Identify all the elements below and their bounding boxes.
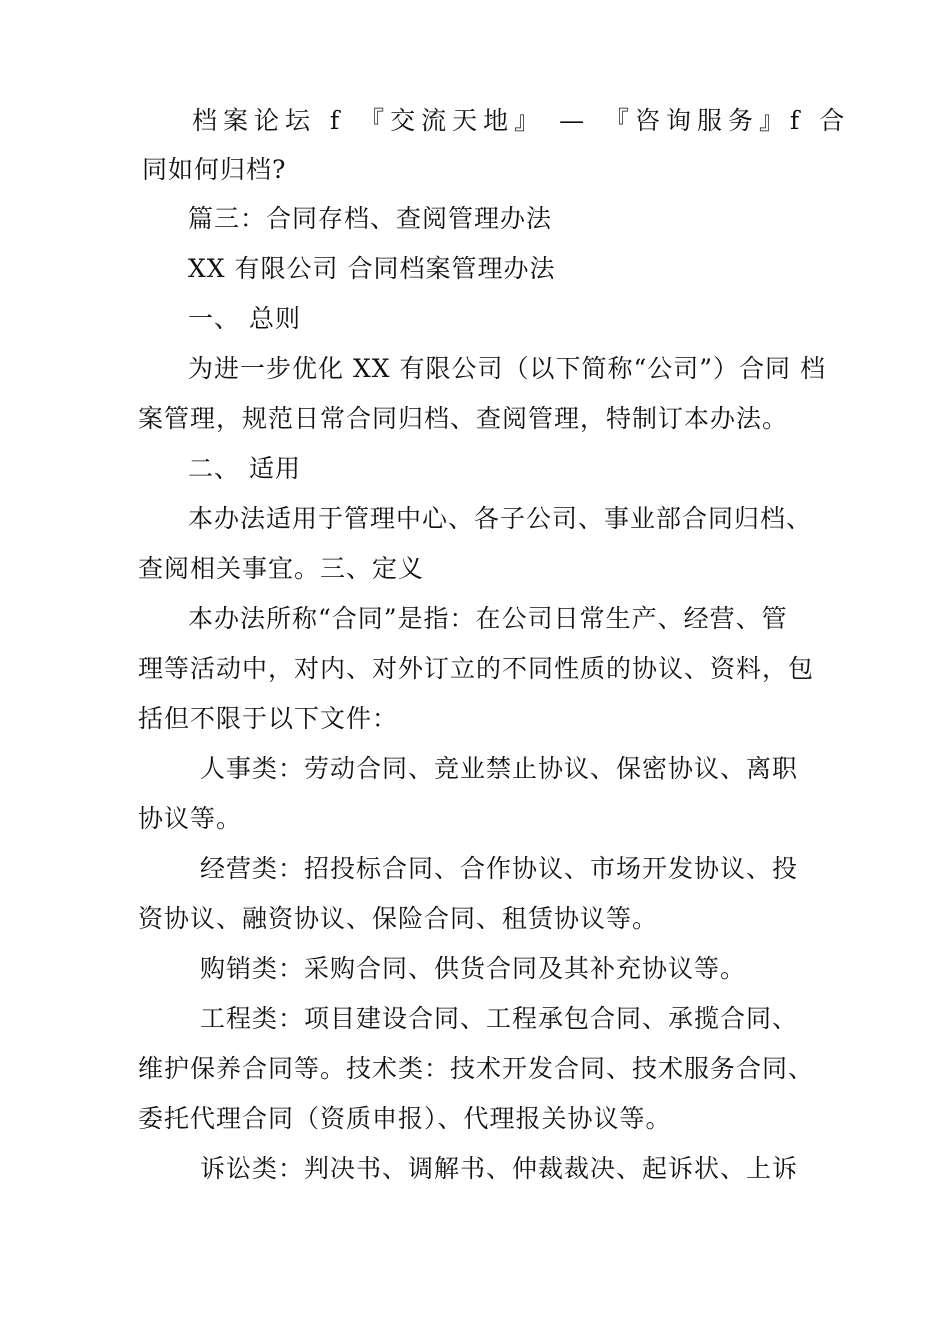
paragraph-engineering-line-1: 工程类：项目建设合同、工程承包合同、承揽合同、 [200, 1004, 799, 1033]
paragraph-litigation-line-1: 诉讼类：判决书、调解书、仲裁裁决、起诉状、上诉 [200, 1154, 799, 1183]
title-line-1: 档案论坛 f 『交流天地』 — 『咨询服务』f 合 [192, 106, 851, 135]
paragraph-2-line-1: 本办法适用于管理中心、各子公司、事业部合同归档、 [188, 504, 813, 533]
paragraph-engineering-line-3: 委托代理合同（资质申报）、代理报关协议等。 [138, 1104, 672, 1133]
paragraph-business-line-1: 经营类：招投标合同、合作协议、市场开发协议、投 [200, 854, 799, 883]
paragraph-3-line-3: 括但不限于以下文件： [138, 704, 399, 733]
section-heading: 篇三：合同存档、查阅管理办法 [188, 204, 553, 233]
paragraph-hr-line-2: 协议等。 [138, 804, 243, 833]
paragraph-engineering-line-2: 维护保养合同等。技术类：技术开发合同、技术服务合同、 [138, 1054, 815, 1083]
paragraph-3-line-1: 本办法所称“合同”是指：在公司日常生产、经营、管 [188, 604, 788, 633]
paragraph-1-line-1: 为进一步优化 XX 有限公司（以下简称“公司”）合同 档 [188, 354, 826, 383]
document-title: XX 有限公司 合同档案管理办法 [188, 254, 556, 283]
heading-scope: 二、 适用 [188, 454, 301, 483]
title-line-2: 同如何归档? [142, 155, 287, 184]
paragraph-3-line-2: 理等活动中，对内、对外订立的不同性质的协议、资料，包 [138, 654, 815, 683]
heading-general: 一、 总则 [188, 304, 301, 333]
paragraph-business-line-2: 资协议、融资协议、保险合同、租赁协议等。 [138, 904, 659, 933]
paragraph-1-line-2: 案管理，规范日常合同归档、查阅管理，特制订本办法。 [138, 404, 789, 433]
paragraph-hr-line-1: 人事类：劳动合同、竞业禁止协议、保密协议、离职 [200, 754, 799, 783]
paragraph-purchase-line-1: 购销类：采购合同、供货合同及其补充协议等。 [200, 954, 747, 983]
paragraph-2-line-2: 查阅相关事宜。三、定义 [138, 554, 425, 583]
